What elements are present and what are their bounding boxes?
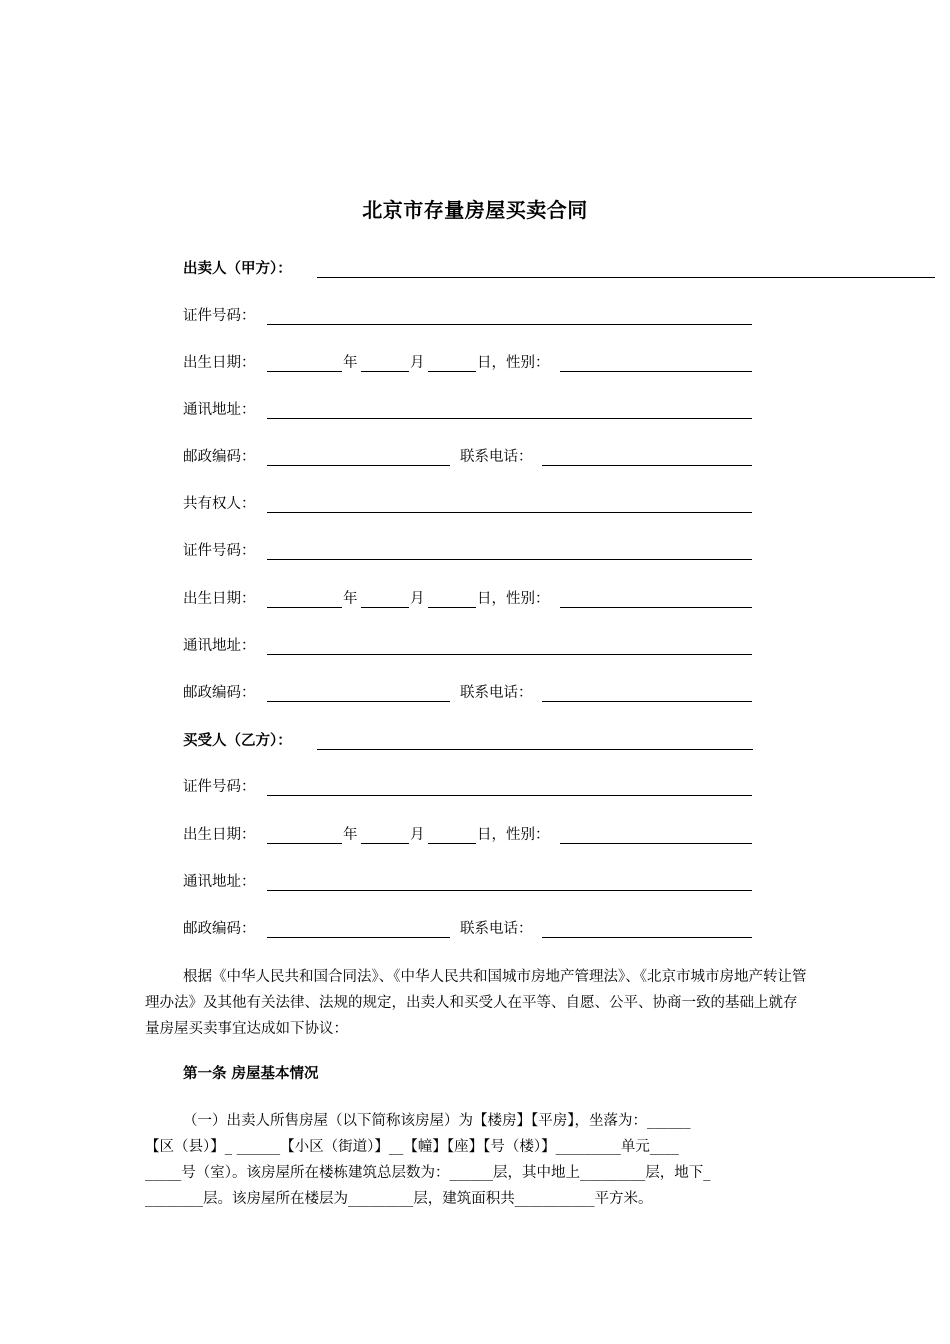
co-owner-label: 共有权人： [183, 496, 256, 512]
postcode-label: 邮政编码： [183, 685, 256, 701]
co-owner-birth-row [183, 588, 753, 610]
year-blank[interactable] [267, 607, 342, 608]
month-blank[interactable] [361, 607, 409, 608]
buyer-contact-row [183, 918, 753, 940]
buyer-label: 买受人（乙方）： [183, 733, 292, 749]
id-blank[interactable] [267, 795, 752, 796]
id-label: 证件号码： [183, 543, 256, 559]
birth-label: 出生日期： [183, 591, 256, 607]
co-owner-contact-row [183, 682, 753, 704]
phone-blank[interactable] [542, 937, 752, 938]
month-blank[interactable] [361, 371, 409, 372]
year-blank[interactable] [267, 843, 342, 844]
article1-line-2: 【区（县）】_ ______【小区（街道）】__【幢】【座】【号（楼）】_________单元____ [145, 1139, 679, 1155]
preamble-paragraph [145, 964, 810, 1042]
seller-id-row [183, 305, 753, 327]
address-label: 通讯地址： [183, 402, 256, 418]
postcode-blank[interactable] [267, 937, 450, 938]
phone-label: 联系电话： [460, 685, 533, 701]
id-blank[interactable] [267, 559, 752, 560]
address-label: 通讯地址： [183, 874, 256, 890]
co-owner-address-row [183, 635, 753, 657]
id-label: 证件号码： [183, 779, 256, 795]
preamble-text: 根据《中华人民共和国合同法》、《中华人民共和国城市房地产管理法》、《北京市城市房地产转让管理办法》及其他有关法律、法规的规定，出卖人和买受人在平等、自愿、公平、协商一致的基础上就存量房屋买卖事宜达成如下协议： [145, 969, 807, 1037]
address-blank[interactable] [267, 418, 752, 419]
address-label: 通讯地址： [183, 638, 256, 654]
month-label: 月 [410, 827, 425, 843]
day-gender-label: 日，性别： [477, 591, 550, 607]
buyer-id-row [183, 776, 753, 798]
buyer-birth-row [183, 824, 753, 846]
gender-blank[interactable] [560, 607, 752, 608]
year-label: 年 [343, 591, 358, 607]
day-blank[interactable] [428, 843, 476, 844]
article1-line-4: ________层。该房屋所在楼层为_________层，建筑面积共___________平方米。 [145, 1191, 653, 1207]
co-owner-blank[interactable] [267, 512, 752, 513]
address-blank[interactable] [267, 890, 752, 891]
seller-row [183, 258, 753, 280]
buyer-blank[interactable] [317, 749, 753, 750]
postcode-blank[interactable] [267, 465, 450, 466]
buyer-address-row [183, 871, 753, 893]
postcode-label: 邮政编码： [183, 449, 256, 465]
day-blank[interactable] [428, 607, 476, 608]
contract-title: 北京市存量房屋买卖合同 [362, 198, 588, 222]
postcode-blank[interactable] [267, 701, 450, 702]
co-owner-id-row [183, 540, 753, 562]
co-owner-row [183, 493, 753, 515]
day-gender-label: 日，性别： [477, 827, 550, 843]
seller-blank[interactable] [317, 277, 935, 278]
year-label: 年 [343, 827, 358, 843]
address-blank[interactable] [267, 654, 752, 655]
phone-label: 联系电话： [460, 449, 533, 465]
seller-birth-row [183, 352, 753, 374]
article1-line-1: （一）出卖人所售房屋（以下简称该房屋）为【楼房】【平房】，坐落为：______ [183, 1113, 691, 1129]
article1-line-3: _____号（室）。该房屋所在楼栋建筑总层数为：______层，其中地上_________层，地下_ [145, 1165, 711, 1181]
month-blank[interactable] [361, 843, 409, 844]
phone-blank[interactable] [542, 701, 752, 702]
year-blank[interactable] [267, 371, 342, 372]
day-blank[interactable] [428, 371, 476, 372]
year-label: 年 [343, 355, 358, 371]
birth-label: 出生日期： [183, 355, 256, 371]
seller-address-row [183, 399, 753, 421]
gender-blank[interactable] [560, 371, 752, 372]
postcode-label: 邮政编码： [183, 921, 256, 937]
gender-blank[interactable] [560, 843, 752, 844]
article1-title: 第一条 房屋基本情况 [183, 1066, 319, 1082]
month-label: 月 [410, 355, 425, 371]
month-label: 月 [410, 591, 425, 607]
phone-label: 联系电话： [460, 921, 533, 937]
birth-label: 出生日期： [183, 827, 256, 843]
phone-blank[interactable] [542, 465, 752, 466]
day-gender-label: 日，性别： [477, 355, 550, 371]
id-blank[interactable] [267, 324, 752, 325]
buyer-row [183, 730, 753, 752]
seller-label: 出卖人（甲方）： [183, 261, 292, 277]
id-label: 证件号码： [183, 308, 256, 324]
seller-contact-row [183, 446, 753, 468]
